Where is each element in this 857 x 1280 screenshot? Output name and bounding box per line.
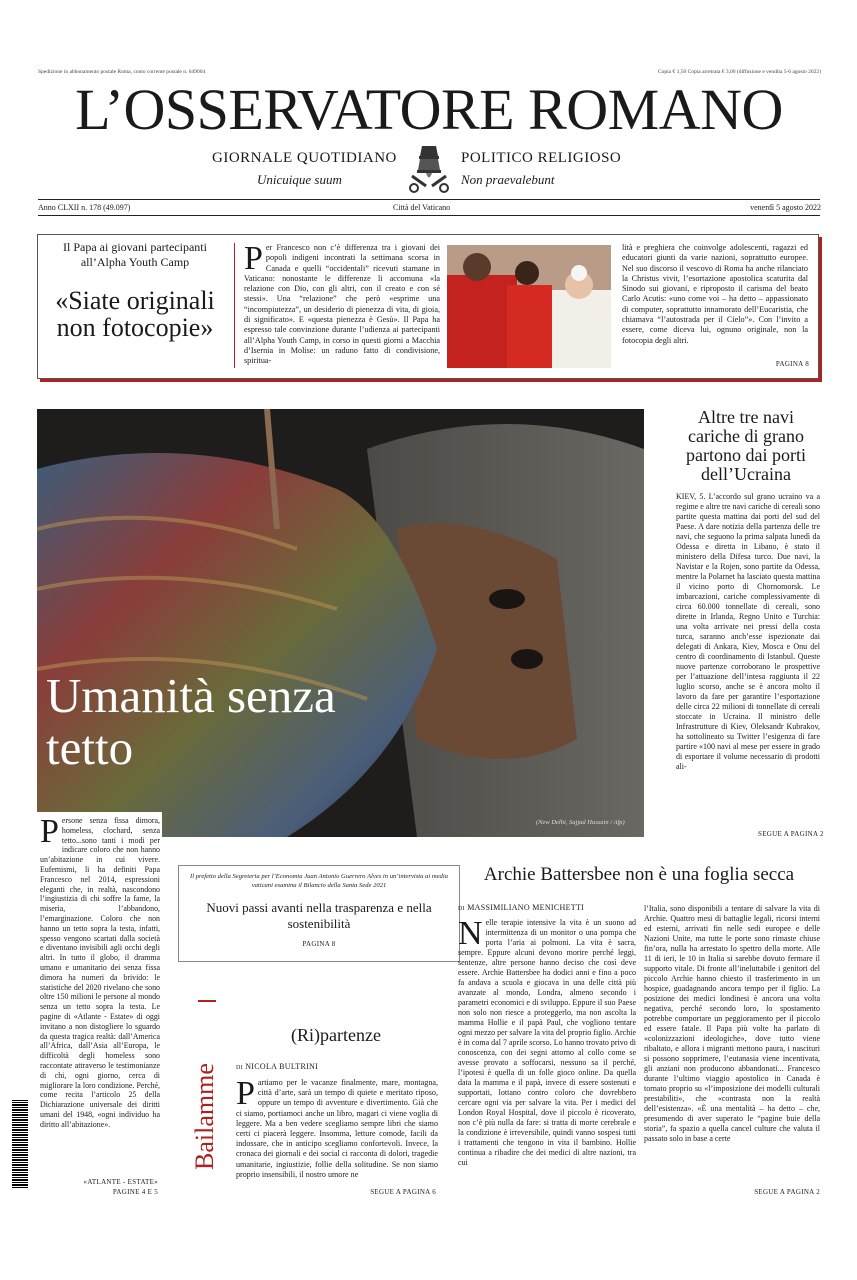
photo-credit: (New Delhi, Sajjad Hussain / Afp) <box>536 819 625 826</box>
bailamme-body: artiamo per le vacanze finalmente, mare, montagna, città d’arte, sarà un tempo di quiete e meritato riposo, oppure un tempo di avventure e divertimento. Già che ci siamo, portiamoci anche un libro, magari ci viene voglia di leggere. Ma a ben vedere scegliamo sempre libri che siamo certi ci piacerà leggere. Insomma, letture comode, facili da indossare, che in anticipo scegliamo confortevoli. Invece, la cronaca dei giornali e dei social ci racconta di dolori, tragedie umanitarie, ingiustizie, follie della solitudine. Se non siamo proprio insensibili, il nostro umore ne <box>236 1078 438 1179</box>
bailamme-byline: di NICOLA BULTRINI <box>236 1062 319 1071</box>
motto-left: Unicuique suum <box>257 172 342 187</box>
top-story-divider <box>234 243 235 368</box>
bailamme-page-ref: SEGUE A PAGINA 6 <box>370 1188 436 1196</box>
ukraine-headline: Altre tre navi cariche di grano partono dai porti dell’Ucraina <box>686 407 806 484</box>
pope-photo <box>447 245 611 368</box>
finance-page-ref: PAGINA 8 <box>302 940 336 948</box>
postal-note: Spedizione in abbonamento postale Roma, conto corrente postale n. 649004 <box>38 69 206 75</box>
dateline-city: Città del Vaticano <box>393 203 451 212</box>
archie-col1-text: elle terapie intensive la vita è un suono ad intermittenza di un monitor o una pompa che porta l’aria ai polmoni. La vita è sacra, sempre. Eppure alcuni devono morire perché leggi, sentenze, altre persone hanno deciso che così deve essere. Archie Battersbee ha dodici anni e fino a poco fa andava a scuola e giocava in una delle città più avanzate al mondo, Londra, almeno secondo i parametri economici e di sviluppo. Eppure il suo Paese non solo non riesce a proteggerlo, ma non ascolta la mamma Hollie e il papà Paul, che vogliono tentare ogni mezzo per salvare la vita del proprio figlio. Archie è in coma dal 7 aprile scorso. Lo hanno trovato privo di conoscenza, con dei segni attorno al collo come se avesse provato a soffocarsi, nessuno sa il perché, l’ipotesi è quella di un folle gioco online. Da quella data la mamma e il papà, invece di essere sostenuti e supportati, lottano contro coloro che dovrebbero cercare ogni via per salvare la vita. Per i medici del London Royal Hospital, dove il piccolo è ricoverato, non c’è più nulla da fare: si tratta di morte cerebrale e la condizione è irreversibile, quindi vanno sospesi tutti i trattamenti che tengono in vita il bambino. Hollie continua a ribadire che dei medici di altre nazioni, tra cui <box>458 918 636 1167</box>
bailamme-headline: (Ri)partenze <box>291 1025 381 1045</box>
ukraine-page-ref: SEGUE A PAGINA 2 <box>758 830 824 838</box>
papal-emblem-icon <box>402 142 456 196</box>
top-story-quote: «Siate originali non fotocopie» <box>55 286 215 342</box>
subtitle-right: POLITICO RELIGIOSO <box>461 150 622 166</box>
archie-page-ref: SEGUE A PAGINA 2 <box>754 1188 820 1196</box>
archie-col2: l’Italia, sono disponibili a tentare di salvare la vita di Archie. Quattro mesi di battaglie legali, ricorsi interni ed esterni, arrivati fin nelle sedi europee e delle Nazioni Unite, ma tutte le porte sono rimaste chiuse fin’ora, nulla ha arrestato lo spettro della morte. Alle 11 di ieri, le 10 in Italia si sarebbe dovuto fermare il supporto vitale. Di fronte all’ineluttabile i genitori del piccolo Archie hanno chiesto il trasferimento in un hospice, guadagnando ancora tempo per il figlio. La posizione dei medici londinesi è ancora una volta negativa, perché secondo loro, lo spostamento potrebbe comportare un peggioramento per il piccolo ed essere fatale. Il Papa più volte ha parlato di «colonizzazioni ideologiche», dove tutto viene ribaltato, e allora i migranti mettono paura, i nascituri si possono sopprimere, l’eutanasia viene incentivata, gli anziani non producono abbandonati... Francesco durante l’ultimo viaggio apostolico in Canada è tornato proprio su «l’imposizione dei modelli culturali prestabiliti», che «contrasta non la realtà dell’esistenza». «È una mentalità – ha detto – che, presumendo di aver superato le “pagine buie della storia”, fa spazio a quella cancel culture che valuta il passato solo in base a certe <box>644 904 820 1143</box>
bailamme-dropcap: P <box>236 1078 255 1112</box>
top-story-kicker: Il Papa ai giovani partecipanti all’Alpha Youth Camp <box>63 240 207 269</box>
homeless-dropcap: P <box>40 816 59 850</box>
price-note: Copia € 1,50 Copia arretrata € 3,00 (diffusione e vendita 5-6 agosto 2022) <box>657 69 821 75</box>
bailamme-label: Bailamme <box>190 1063 219 1170</box>
homeless-body: ersone senza fissa dimora, homeless, clochard, senza tetto...sono tanti i modi per indicare coloro che non hanno un’abitazione in cui vivere. Eufemismi, li ha definiti Papa Francesco nel 2014, espressioni eleganti che, in realtà, nascondono l’ingiustizia di chi soffre la fame, la miseria, l’abbandono, l’emarginazione. Coloro che non hanno un tetto sopra la testa, infatti, spesso vengono scartati dalla società e diventano invisibili agli occhi degli altri. In tutto il globo, il dramma umano e umanitario dei senza fissa dimora ha numeri da brivido: le statistiche del 2020 rivelano che sono oltre 150 milioni le persone al mondo senza un tetto sopra la testa. Le pagine di «Atlante - Estate» di oggi invitano a non distogliere lo sguardo da questa tragica realtà: dall’America all’Africa, dall’Asia all’Europa, le difficoltà degli homeless sono raccontate attraverso le testimonianze di chi, ogni giorno, cerca di migliorare la loro condizione. Perché, come recita l’articolo 25 della Dichiarazione universale dei diritti umani del 1948, «ogni individuo ha diritto all’abitazione». <box>40 816 160 1129</box>
homeless-text <box>40 816 160 1188</box>
dropcap: P <box>244 243 263 277</box>
top-story-col2: lità e preghiera che coinvolge adolescenti, ragazzi ed educatori giunti da varie nazioni, soprattutto europee. Nel suo discorso il vescovo di Roma ha anche rilanciato la Christus vivit, l’esortazione apostolica scaturita dal Sinodo sui giovani, e riproposto il carisma del beato Carlo Acutis: «uno come voi – ha detto – appassionato di computer, soprattutto innamorato dell’Eucaristia, che chiamava “l’autostrada per il Cielo”». Con l’invito a essere, come diceva lui, ognuno originale, non la fotocopia degli altri. <box>622 243 808 345</box>
main-photo-headline: Umanità senza tetto <box>46 668 336 775</box>
header-rule-bottom <box>38 215 820 216</box>
masthead-title: L’OSSERVATORE ROMANO <box>75 77 783 142</box>
bailamme-rule <box>198 1000 216 1002</box>
top-story-page-ref: PAGINA 8 <box>775 360 809 368</box>
archie-dropcap: N <box>458 918 483 952</box>
top-story-col1 <box>244 243 440 371</box>
dateline-date: venerdì 5 agosto 2022 <box>750 203 821 212</box>
archie-col1 <box>458 918 636 1188</box>
issue-number: Anno CLXII n. 178 (49.097) <box>38 203 131 212</box>
archie-headline: Archie Battersbee non è una foglia secca <box>483 864 795 885</box>
finance-headline: Nuovi passi avanti nella trasparenza e nella sostenibilità <box>206 900 432 931</box>
ukraine-text: KIEV, 5. L’accordo sul grano ucraino va a regime e altre tre navi cariche di cereali sono partite questa mattina dai porti del sud del Paese. A dare notizia della partenza delle tre navi, che seguono la prima salpata lunedì da Odessa e diretta in Libano, è stato il ministero della Difesa turco. Due navi, la Navistar e la Rojen, sono partite da Odessa, mentre la Polarnet ha lasciato questa mattina il vicino porto di Chornomorsk. Le imbarcazioni, cariche complessivamente di circa 60.000 tonnellate di cereali, sono dirette in Irlanda, Regno Unito e Turchia: una volta arrivate nei pressi della costa turca, saranno anch’esse ispezionate dai delegati di Ankara, Kiev, Mosca e Onu del centro di coordinamento di Istanbul. Queste nuove partenze corroborano le prospettive per l’attuazione dell’intesa raggiunta il 22 luglio scorso, anche se è ancora molto il lavoro da fare per garantire l’esportazione delle circa 22 milioni di tonnellate di cereali stoccate in Ucraina. Il ministro delle Infrastrutture di Kiev, Oleksandr Kubrakov, ha sottolineato su Twitter l’esigenza di fare partire «100 navi al mese per essere in grado di esportare il volume necessario di prodotti ali- <box>676 492 820 771</box>
bailamme-text <box>236 1078 438 1182</box>
homeless-ref: «ATLANTE - ESTATE» <box>83 1178 158 1186</box>
top-story-col1-text: er Francesco non c’è differenza tra i giovani dei popoli indigeni incontrati la settimana scorsa in Canada e quelli “occidentali” ricevuti stamane in Vaticano: nonostante le differenze li accomuna «la relazione con Dio, con gli altri, con il creato e con sé stessi». Una “relazione” che però «esprime una “incompiutezza”, un desiderio di pienezza di vita, di gioia, di significato». E «questa pienezza è Gesù». Il Papa ha espresso tale convinzione durante l’udienza ai partecipanti all’Alpha Youth Camp, in corso in questi giorni a Macchia d’Isernia in Molise: un raduno fatto di condivisione, spiritua- <box>244 243 440 366</box>
barcode-icon <box>12 1100 28 1188</box>
subtitle-left: GIORNALE QUOTIDIANO <box>212 150 397 166</box>
archie-byline: di MASSIMILIANO MENICHETTI <box>458 903 585 912</box>
motto-right: Non praevalebunt <box>461 172 555 187</box>
homeless-page-ref: PAGINE 4 E 5 <box>112 1188 158 1196</box>
finance-kicker: Il prefetto della Segreteria per l’Economia Juan Antonio Guerrero Alves in un’intervista ai media vaticani esamina il Bilancio della Santa Sede 2021 <box>190 873 448 889</box>
header-rule-top <box>38 199 820 200</box>
